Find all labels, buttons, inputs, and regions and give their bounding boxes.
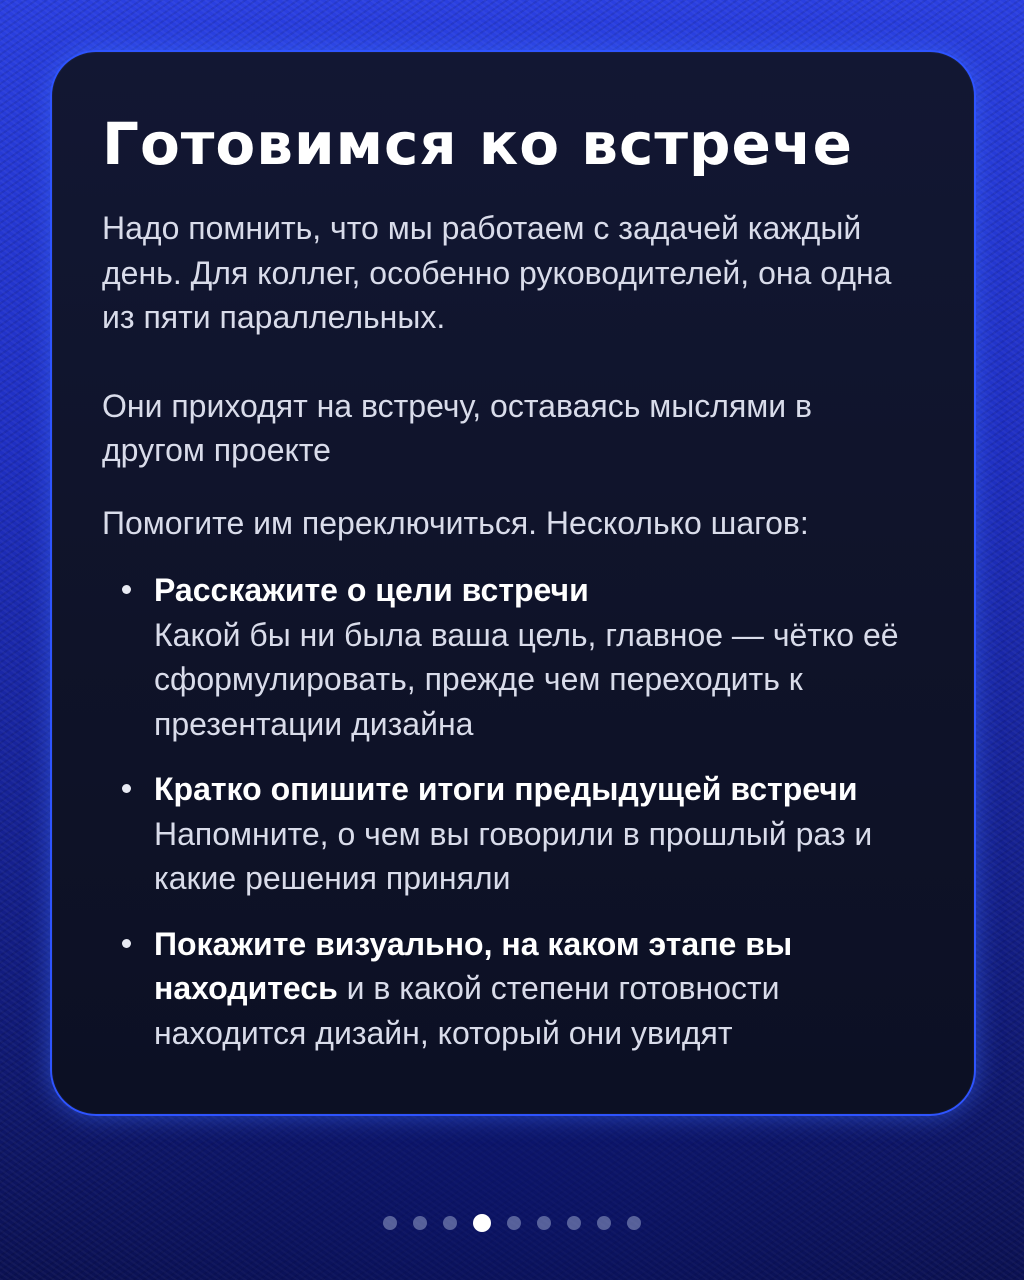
steps-list — [102, 568, 924, 1055]
pagination-dot[interactable] — [567, 1216, 581, 1230]
step-title: Покажите визуально, на каком этапе вы находитесь — [154, 925, 793, 1006]
content-card — [50, 50, 976, 1116]
step-title: Расскажите о цели встречи — [154, 572, 589, 608]
step-item — [102, 568, 914, 746]
step-title: Кратко опишите итоги предыдущей встречи — [154, 771, 858, 807]
pagination-dot[interactable] — [443, 1216, 457, 1230]
intro-paragraph-3: Помогите им переключиться. Несколько шагов: — [102, 504, 809, 541]
step-text: Какой бы ни была ваша цель, главное — чётко её сформулировать, прежде чем переходить к презентации дизайна — [154, 616, 899, 742]
bullet-icon — [122, 585, 131, 594]
intro-paragraph-2: Они приходят на встречу, оставаясь мыслями в другом проекте — [102, 387, 813, 468]
step-item — [102, 767, 934, 901]
bullet-icon — [122, 939, 131, 948]
step-text: Напомните, о чем вы говорили в прошлый раз и какие решения приняли — [154, 815, 873, 896]
pagination-dot[interactable] — [413, 1216, 427, 1230]
page-title: Готовимся ко встрече — [102, 110, 853, 178]
pagination-dot[interactable] — [537, 1216, 551, 1230]
pagination-dot-active[interactable] — [473, 1214, 491, 1232]
step-text: и в какой степени готовности находится дизайн, который они увидят — [154, 970, 780, 1051]
intro-paragraph-1: Надо помнить, что мы работаем с задачей каждый день. Для коллег, особенно руководителей, она одна из пяти параллельных. — [102, 210, 892, 335]
pagination-dot[interactable] — [507, 1216, 521, 1230]
pagination-dot[interactable] — [383, 1216, 397, 1230]
pagination-dot[interactable] — [627, 1216, 641, 1230]
bullet-icon — [122, 784, 131, 793]
step-item — [102, 922, 874, 1056]
pagination-dot[interactable] — [597, 1216, 611, 1230]
pagination-dots — [0, 1214, 1024, 1232]
